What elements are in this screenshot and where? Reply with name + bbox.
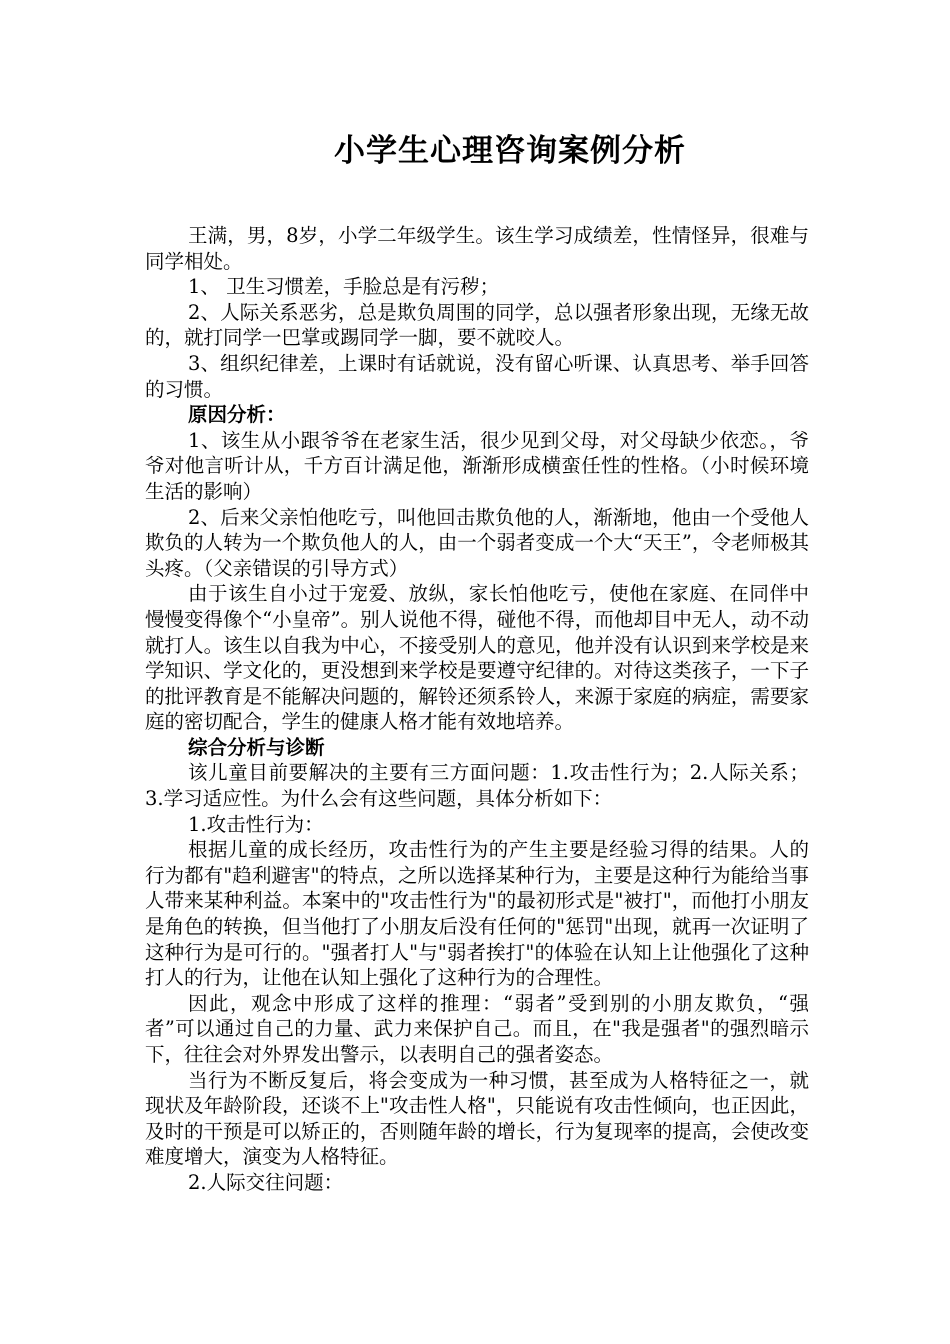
cause-paragraph-2: 2、后来父亲怕他吃亏，叫他回击欺负他的人，渐渐地，他由一个受他人欺负的人转为一个欺负他人的人，由一个弱者变成一个大“天王”，令老师极其头疼。（父亲错误的引导方式） — [145, 505, 809, 580]
diagnosis-overview: 该儿童目前要解决的主要有三方面问题：1.攻击性行为；2.人际关系；3.学习适应性。为什么会有这些问题，具体分析如下： — [145, 761, 809, 811]
section-heading-diagnosis: 综合分析与诊断 — [188, 735, 325, 759]
symptom-relationships: 2、人际关系恶劣，总是欺负周围的同学，总以强者形象出现，无缘无故的，就打同学一巴掌或踢同学一脚，要不就咬人。 — [145, 300, 809, 350]
document-title: 小学生心理咨询案例分析 — [334, 133, 686, 169]
section-heading-cause-analysis: 原因分析： — [188, 403, 286, 427]
cause-paragraph-1: 1、该生从小跟爷爷在老家生活，很少见到父母，对父母缺少依恋。，爷爷对他言听计从，千方百计满足他，渐渐形成横蛮任性的性格。（小时候环境生活的影响） — [145, 428, 809, 503]
aggression-paragraph-3: 当行为不断反复后，将会变成为一种习惯，甚至成为人格特征之一，就现状及年龄阶段，还谈不上"攻击性人格"，只能说有攻击性倾向，也正因此，及时的干预是可以矫正的，否则随年龄的增长，行为复现率的提高，会使改变难度增大，演变为人格特征。 — [145, 1068, 809, 1169]
aggression-paragraph-2: 因此，观念中形成了这样的推理：“弱者”受到别的小朋友欺负，“强者”可以通过自己的力量、武力来保护自己。而且，在"我是强者"的强烈暗示下，往往会对外界发出警示，以表明自己的强者姿态。 — [145, 991, 809, 1066]
intro-paragraph: 王满，男，8岁，小学二年级学生。该生学习成绩差，性情怪异，很难与同学相处。 — [145, 224, 809, 273]
subheading-aggression: 1.攻击性行为： — [188, 812, 324, 836]
aggression-paragraph-1: 根据儿童的成长经历，攻击性行为的产生主要是经验习得的结果。人的行为都有"趋利避害"的特点，之所以选择某种行为，主要是这种行为能给当事人带来某种利益。本案中的"攻击性行为"的最初形式是"被打"，而他打小朋友是角色的转换，但当他打了小朋友后没有任何的"惩罚"出现，就再一次证明了这种行为是可行的。"强者打人"与"弱者挨打"的体验在认知上让他强化了这种打人的行为，让他在认知上强化了这种行为的合理性。 — [145, 838, 809, 990]
cause-paragraph-3: 由于该生自小过于宠爱、放纵，家长怕他吃亏，使他在家庭、在同伴中慢慢变得像个“小皇帝”。别人说他不得，碰他不得，而他却目中无人，动不动就打人。该生以自我为中心，不接受别人的意见，他并没有认识到来学校是来学知识、学文化的，更没想到来学校是要遵守纪律的。对待这类孩子，一下子的批评教育是不能解决问题的，解铃还须系铃人，来源于家庭的病症，需要家庭的密切配合，学生的健康人格才能有效地培养。 — [145, 582, 809, 734]
document-body — [145, 223, 809, 1196]
symptom-discipline: 3、组织纪律差，上课时有话就说，没有留心听课、认真思考、举手回答的习惯。 — [145, 351, 809, 401]
symptom-hygiene: 1、 卫生习惯差，手脸总是有污秽； — [188, 275, 500, 299]
subheading-interpersonal: 2.人际交往问题： — [188, 1170, 344, 1194]
